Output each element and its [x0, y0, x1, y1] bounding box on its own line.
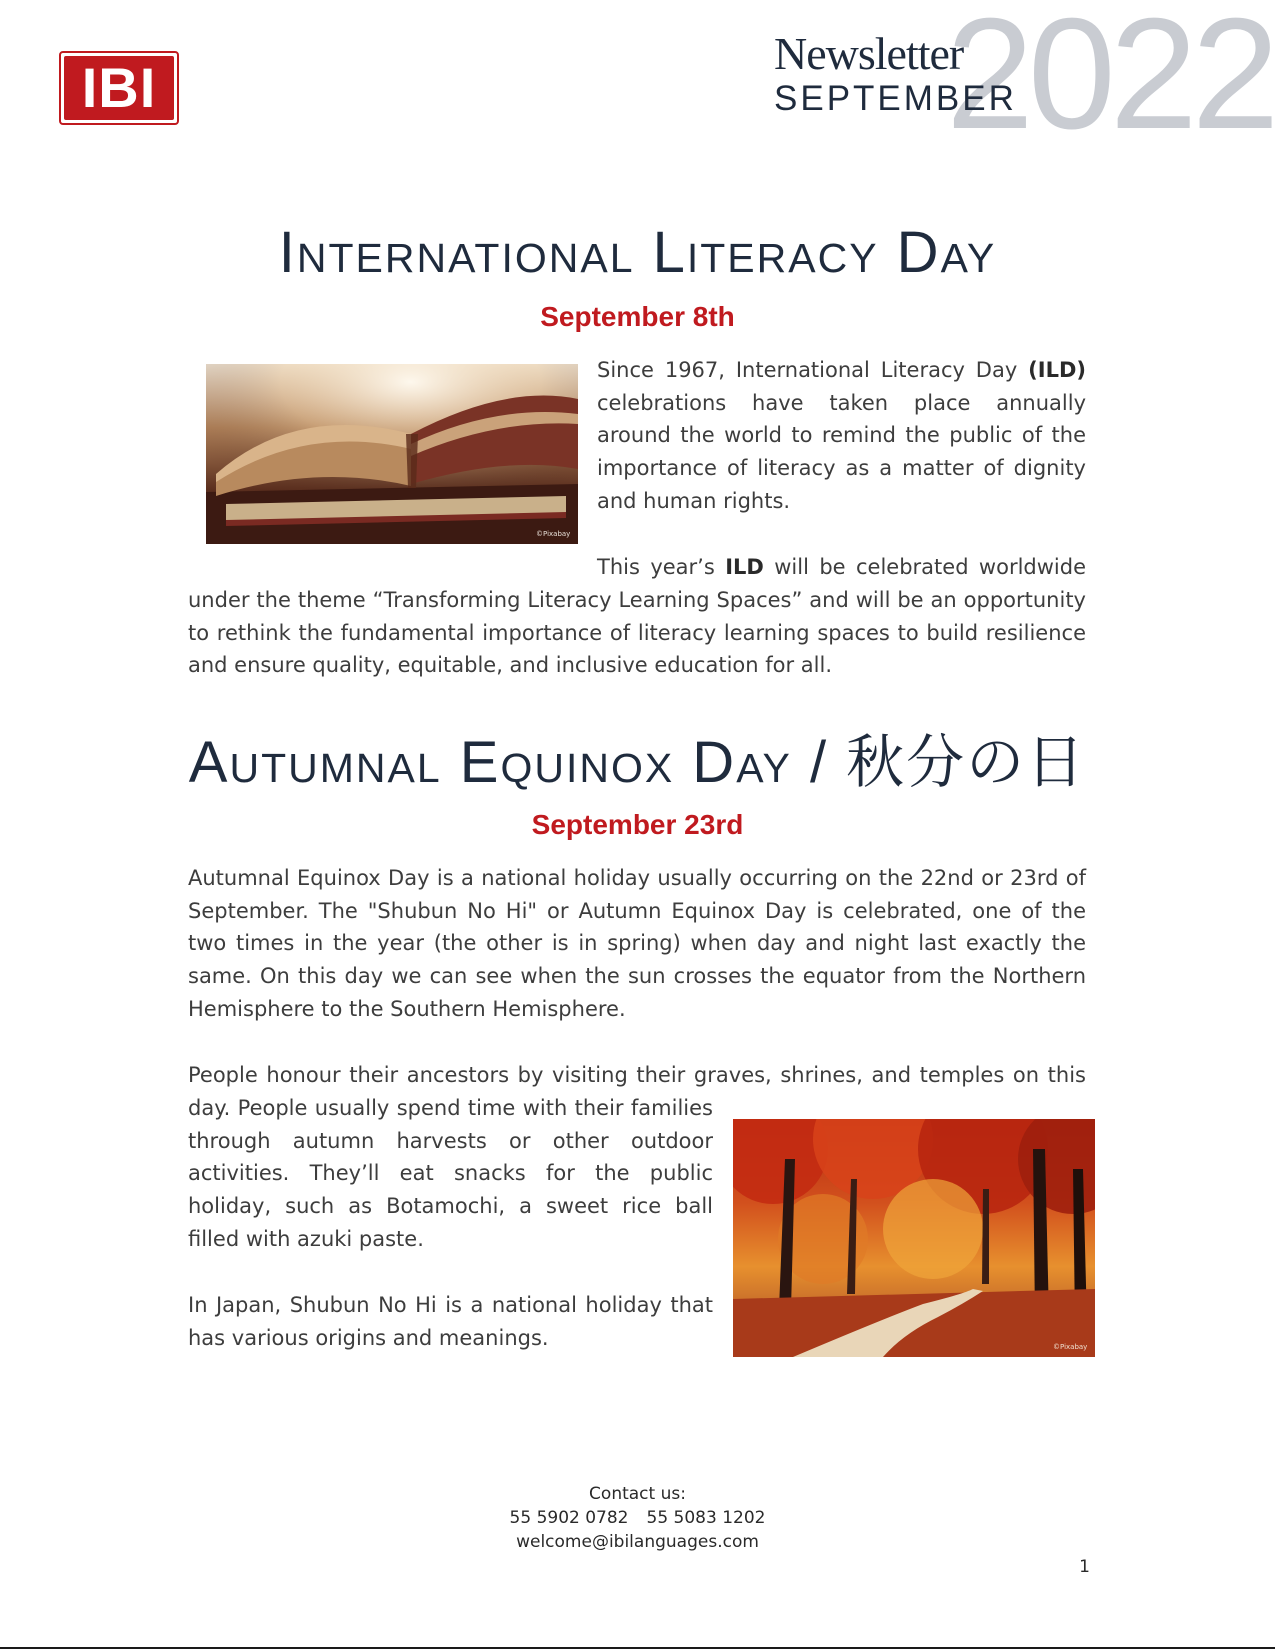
- section-title-literacy-day: International Literacy Day: [278, 220, 997, 285]
- contact-phones: [0, 1506, 1275, 1530]
- section-date-equinox-day: September 23rd: [531, 809, 744, 840]
- autumn-forest-image: [733, 1119, 1095, 1357]
- autumn-image-credit: ©Pixabay: [1053, 1343, 1088, 1351]
- literacy-paragraph-1: Since 1967, International Literacy Day (ILD) celebrations have taken place annually around the world to remind the public of the importance of literacy as a matter of dignity and human rights.: [597, 358, 1086, 513]
- logo-text: IBI: [64, 56, 174, 120]
- bottom-rule: [0, 1647, 1275, 1649]
- newsletter-title: Newsletter: [774, 28, 964, 79]
- equinox-paragraph-3: In Japan, Shubun No Hi is a national holiday that has various origins and meanings.: [188, 1293, 713, 1350]
- page-number: 1: [1079, 1557, 1090, 1577]
- ibi-logo: [59, 51, 179, 125]
- newsletter-year: 2022: [946, 0, 1274, 162]
- equinox-paragraph-1: Autumnal Equinox Day is a national holiday usually occurring on the 22nd or 23rd of September. The "Shubun No Hi" or Autumn Equinox Day is celebrated, one of the two times in the year (the other is in spring) when day and night last exactly the same. On this day we can see when the sun crosses the equator from the Northern Hemisphere to the Southern Hemisphere.: [188, 866, 1086, 1021]
- phone-number-2: 55 5083 1202: [646, 1508, 766, 1528]
- contact-email: welcome@ibilanguages.com: [516, 1532, 759, 1552]
- equinox-paragraph-2: day. People usually spend time with their families through autumn harvests or other outdoor activities. They’ll eat snacks for the public holiday, such as Botamochi, a sweet rice ball filled with azuki paste.: [188, 1096, 713, 1251]
- newsletter-month: SEPTEMBER: [774, 79, 1017, 118]
- section-date-literacy-day: September 8th: [540, 301, 735, 332]
- equinox-paragraph-2-first-line: People honour their ancestors by visiting their graves, shrines, and temples on this: [188, 1063, 1086, 1087]
- book-image-credit: ©Pixabay: [536, 530, 571, 538]
- open-book-image: [206, 364, 578, 544]
- literacy-paragraph-2-first-line: This year’s ILD will be celebrated worldwide: [597, 555, 1087, 579]
- contact-label: Contact us:: [589, 1484, 686, 1504]
- phone-number-1: 55 5902 0782: [509, 1508, 629, 1528]
- section-title-equinox-day: Autumnal Equinox Day / 秋分の日: [188, 730, 1087, 795]
- literacy-paragraph-2: under the theme “Transforming Literacy Learning Spaces” and will be an opportunity to rethink the fundamental importance of literacy learning spaces to build resilience and ensure quality, equitable, and inclusive education for all.: [188, 588, 1086, 678]
